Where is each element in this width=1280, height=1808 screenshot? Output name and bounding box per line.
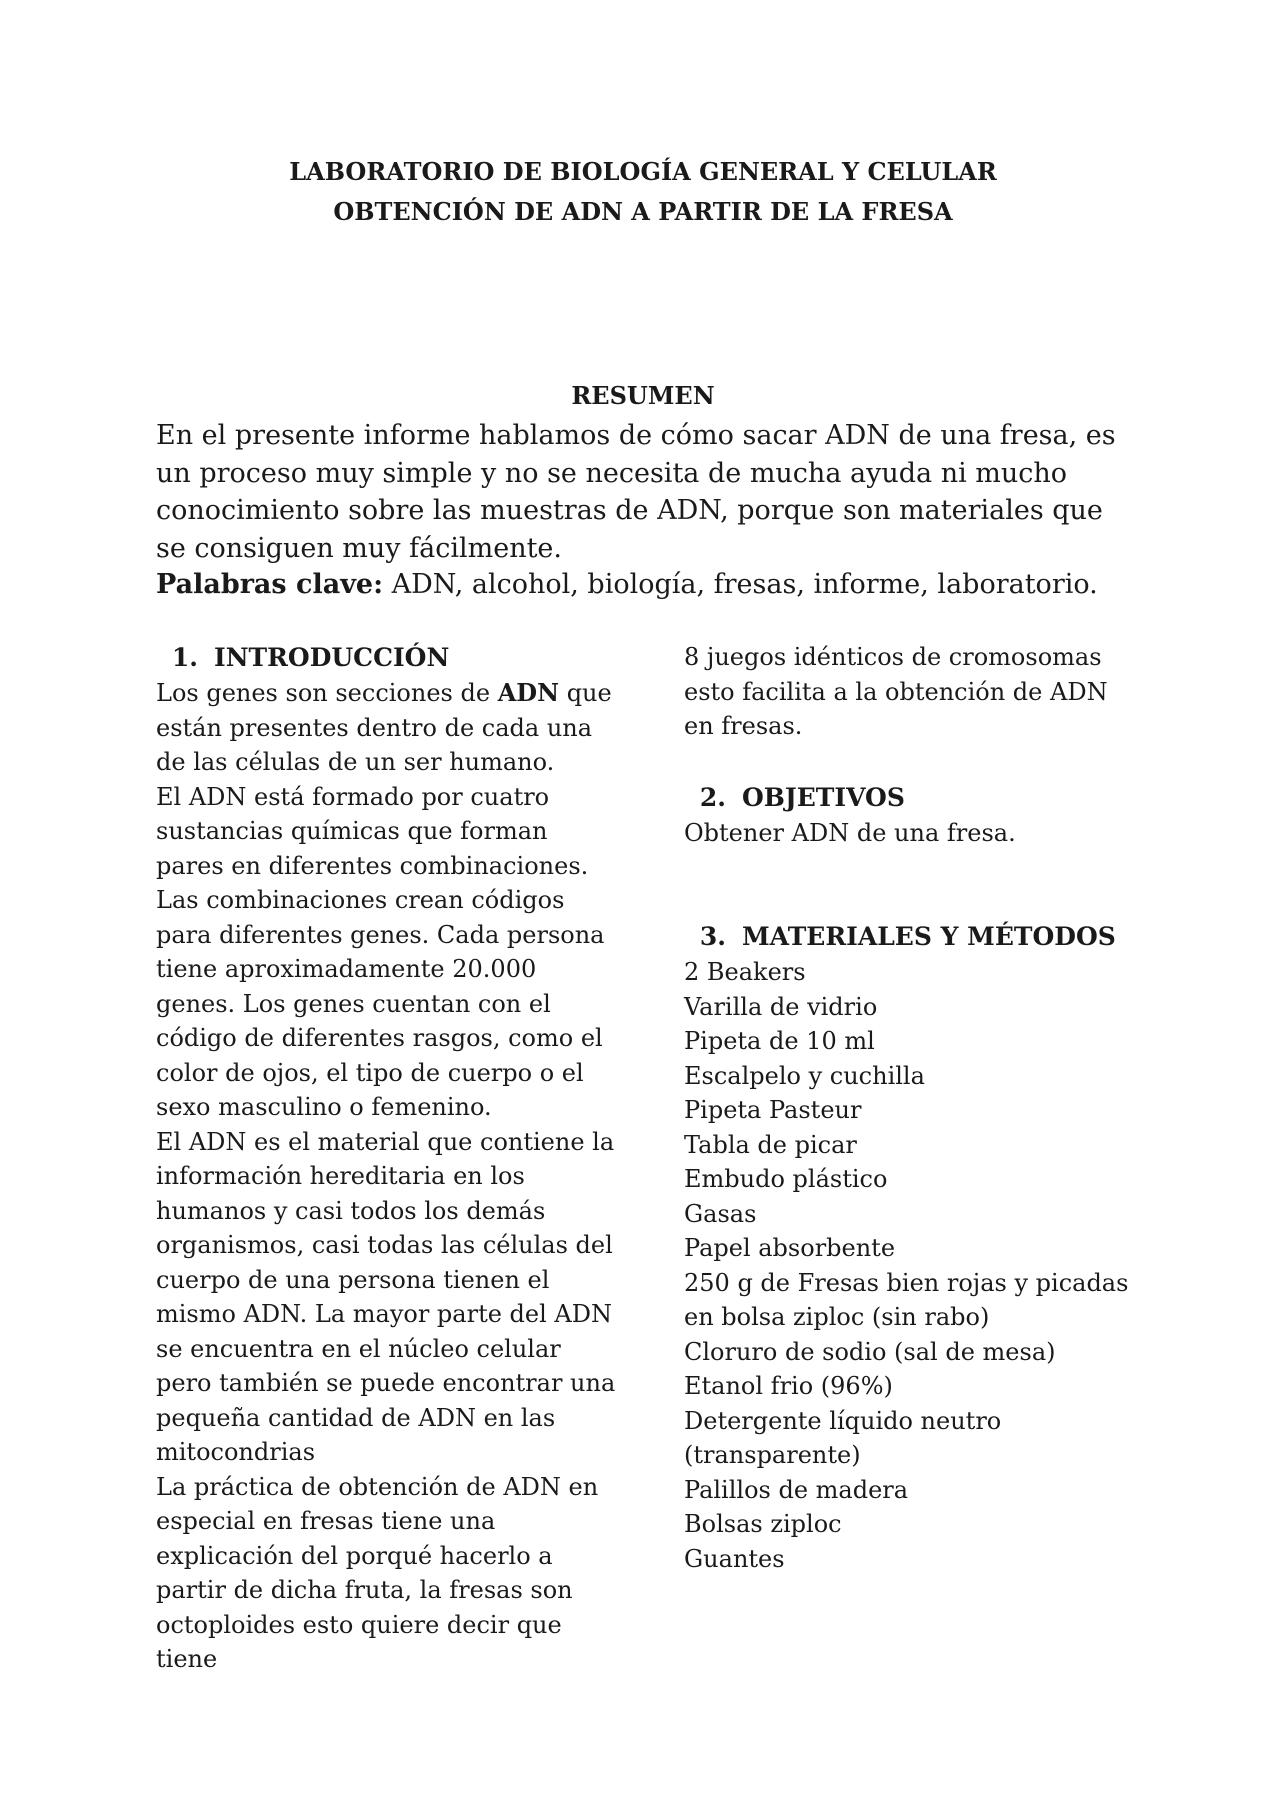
title-line-1: LABORATORIO DE BIOLOGÍA GENERAL Y CELULAR xyxy=(289,157,997,186)
intro-paragraph-2: El ADN está formado por cuatro sustancias químicas que forman pares en diferentes combinaciones. Las combinaciones crean códigos para diferentes genes. Cada persona tiene aproximadamente 20.000 genes. Los genes cuentan con el código de diferentes rasgos, como el color de ojos, el tipo de cuerpo o el sexo masculino o femenino. xyxy=(156,782,605,1121)
section-number: 1. xyxy=(171,643,198,672)
section-heading-materiales xyxy=(684,919,1144,955)
section-title: OBJETIVOS xyxy=(742,782,905,812)
intro-paragraph-1 xyxy=(156,676,616,780)
section-heading-introduccion xyxy=(156,640,616,676)
section-title: INTRODUCCIÓN xyxy=(214,643,450,672)
resumen-heading: RESUMEN xyxy=(571,381,715,410)
document-title xyxy=(156,152,1130,232)
list-item: 2 Beakers xyxy=(684,958,806,986)
intro-continuation: 8 juegos idénticos de cromosomas esto facilita a la obtención de ADN en fresas. xyxy=(684,643,1108,740)
intro-paragraph-3: El ADN es el material que contiene la información hereditaria en los humanos y casi todos los demás organismos, casi todas las células del cuerpo de una persona tienen el mismo ADN. La mayor parte del ADN se encuentra en el núcleo celular pero también se puede encontrar una pequeña cantidad de ADN en las mitocondrias xyxy=(156,1127,616,1466)
section-heading-objetivos xyxy=(684,780,1144,816)
list-item: Bolsas ziploc xyxy=(684,1510,842,1538)
section-title: MATERIALES Y MÉTODOS xyxy=(742,922,1116,951)
intro-p1-text: Los genes son secciones de xyxy=(156,679,498,707)
intro-paragraph-4: La práctica de obtención de ADN en especial en fresas tiene una explicación del porqué hacerlo a partir de dicha fruta, la fresas son octoploides esto quiere decir que tiene xyxy=(156,1472,599,1673)
section-number: 3. xyxy=(699,922,726,951)
keywords-values: ADN, alcohol, biología, fresas, informe, laboratorio. xyxy=(383,569,1098,600)
list-item: Guantes xyxy=(684,1544,785,1573)
keywords-line xyxy=(156,566,1130,603)
list-item: Varilla de vidrio xyxy=(684,992,878,1021)
list-item: Etanol frio (96%) xyxy=(684,1372,893,1400)
right-column xyxy=(684,640,1144,1576)
list-item: Tabla de picar xyxy=(684,1130,857,1159)
intro-p1-text-end: que están presentes dentro de cada una de las células de un ser humano. xyxy=(156,679,612,776)
intro-p1-bold: ADN xyxy=(497,678,560,707)
list-item: Pipeta de 10 ml xyxy=(684,1027,875,1055)
list-item: Escalpelo y cuchilla xyxy=(684,1061,925,1090)
title-line-2: OBTENCIÓN DE ADN A PARTIR DE LA FRESA xyxy=(333,197,953,226)
list-item: Papel absorbente xyxy=(684,1234,896,1262)
list-item: Detergente líquido neutro (transparente) xyxy=(684,1406,1002,1469)
list-item: 250 g de Fresas bien rojas y picadas en bolsa ziploc (sin rabo) xyxy=(684,1268,1129,1331)
list-item: Pipeta Pasteur xyxy=(684,1096,862,1124)
keywords-label: Palabras clave: xyxy=(156,569,384,600)
objetivos-text: Obtener ADN de una fresa. xyxy=(684,818,1016,847)
list-item: Palillos de madera xyxy=(684,1475,909,1504)
list-item: Embudo plástico xyxy=(684,1165,888,1193)
section-number: 2. xyxy=(699,782,726,812)
resumen-body: En el presente informe hablamos de cómo sacar ADN de una fresa, es un proceso muy simple y no se necesita de mucha ayuda ni mucho conocimiento sobre las muestras de ADN, porque son materiales que se consiguen muy fácilmente. xyxy=(156,420,1116,564)
left-column xyxy=(156,640,616,1677)
materials-list xyxy=(684,955,1144,1576)
list-item: Cloruro de sodio (sal de mesa) xyxy=(684,1337,1056,1366)
list-item: Gasas xyxy=(684,1199,757,1228)
